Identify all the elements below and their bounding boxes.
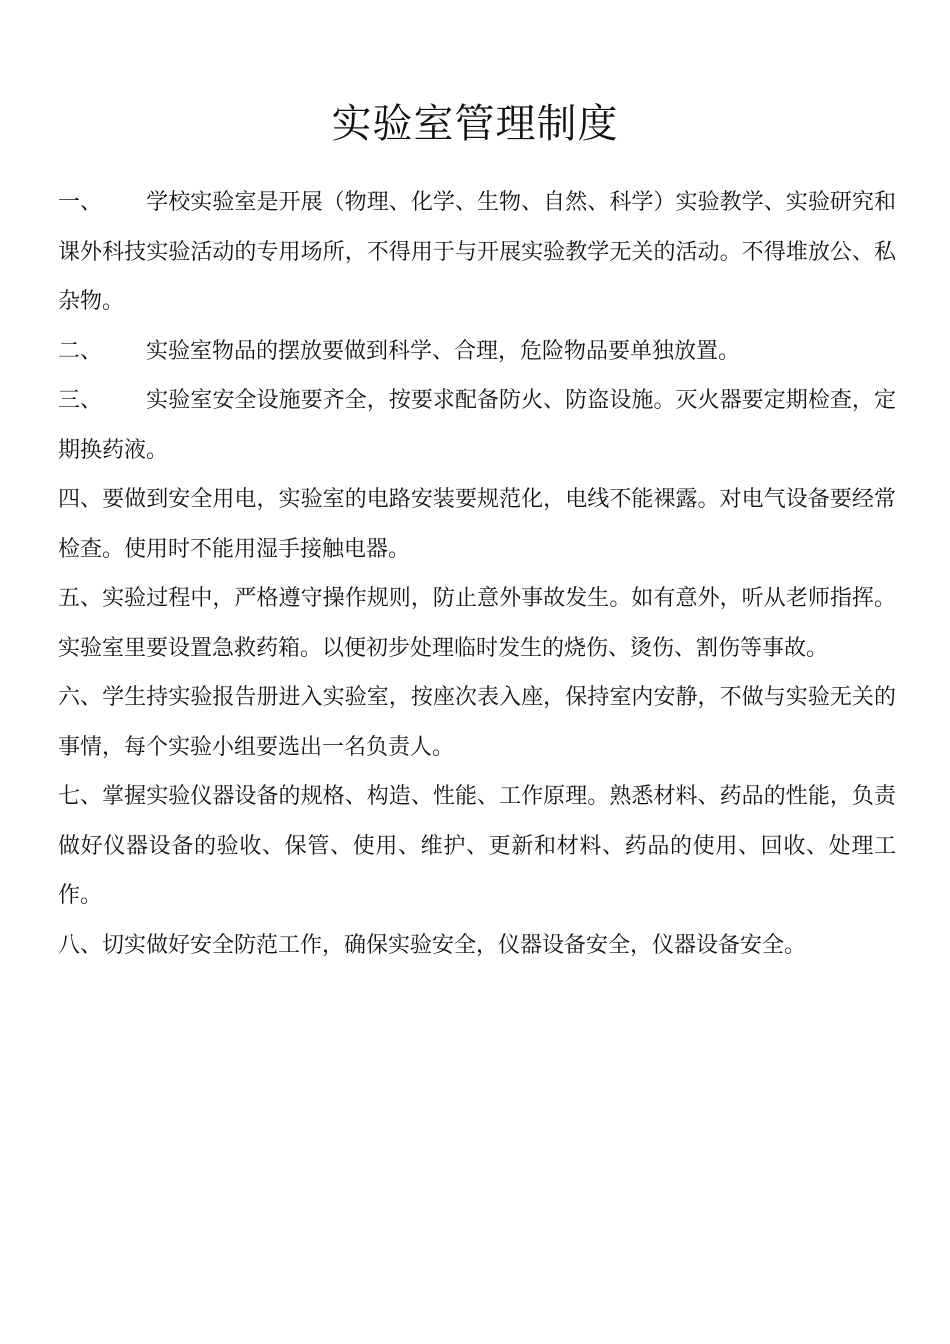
clause-text: 实验室安全设施要齐全，按要求配备防火、防盗设施。灭火器要定期检查，定期换药液。 bbox=[58, 388, 896, 463]
clause-number: 五、 bbox=[58, 586, 103, 611]
clause-text: 学校实验室是开展（物理、化学、生物、自然、科学）实验教学、实验研究和课外科技实验活动的专用场所，不得用于与开展实验教学无关的活动。不得堆放公、私杂物。 bbox=[58, 190, 896, 314]
clause-6 bbox=[58, 673, 896, 772]
clause-number: 二、 bbox=[58, 338, 103, 364]
clause-8 bbox=[58, 921, 896, 971]
clause-number: 八、 bbox=[58, 932, 103, 958]
document-title: 实验室管理制度 bbox=[331, 101, 619, 147]
clause-4 bbox=[58, 475, 896, 574]
clause-number: 三、 bbox=[58, 388, 103, 413]
document-body bbox=[58, 178, 896, 970]
clause-7 bbox=[58, 772, 896, 921]
clause-number: 七、 bbox=[58, 784, 103, 809]
clause-2 bbox=[58, 327, 896, 377]
clause-1 bbox=[58, 178, 896, 327]
clause-text: 学生持实验报告册进入实验室，按座次表入座，保持室内安静，不做与实验无关的事情，每个实验小组要选出一名负责人。 bbox=[58, 685, 896, 760]
clause-5 bbox=[58, 574, 896, 673]
clause-text: 切实做好安全防范工作，确保实验安全，仪器设备安全，仪器设备安全。 bbox=[102, 932, 807, 958]
clause-3 bbox=[58, 376, 896, 475]
clause-number: 四、 bbox=[58, 487, 103, 512]
clause-text: 实验室物品的摆放要做到科学、合理，危险物品要单独放置。 bbox=[146, 338, 741, 364]
clause-number: 六、 bbox=[58, 685, 103, 710]
clause-text: 掌握实验仪器设备的规格、构造、性能、工作原理。熟悉材料、药品的性能，负责做好仪器设备的验收、保管、使用、维护、更新和材料、药品的使用、回收、处理工作。 bbox=[58, 784, 896, 908]
clause-number: 一、 bbox=[58, 190, 103, 215]
clause-text: 要做到安全用电，实验室的电路安装要规范化，电线不能裸露。对电气设备要经常检查。使用时不能用湿手接触电器。 bbox=[58, 487, 896, 562]
clause-text: 实验过程中，严格遵守操作规则，防止意外事故发生。如有意外，听从老师指挥。实验室里要设置急救药箱。以便初步处理临时发生的烧伤、烫伤、割伤等事故。 bbox=[58, 586, 896, 661]
